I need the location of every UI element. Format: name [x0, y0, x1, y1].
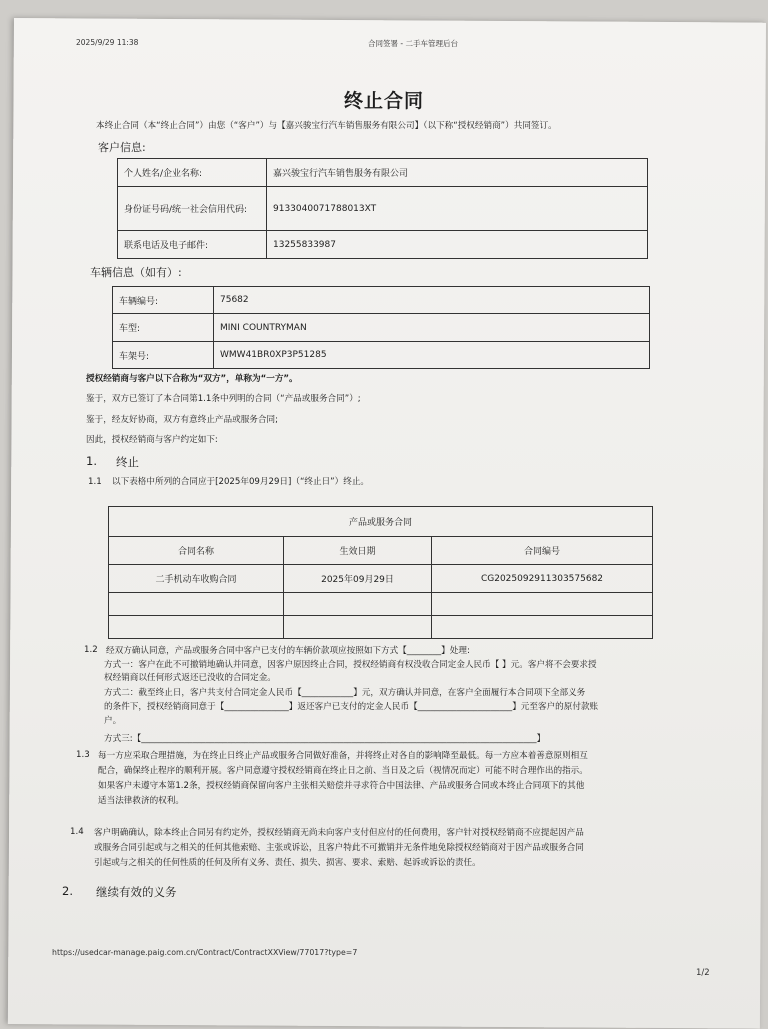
clause-1-2-method-1-line-2: 权经销商以任何形式返还已没收的合同定金。: [104, 673, 276, 683]
clause-1-2-text: 经双方确认同意，产品或服务合同中客户已支付的车辆价款项应按照如下方式【________】处理:: [106, 646, 470, 656]
table-row: [113, 287, 650, 314]
section-1-title: 终止: [116, 455, 139, 469]
table-cell-value: MINI COUNTRYMAN: [214, 314, 650, 342]
table-row: [118, 159, 648, 187]
clause-1-3-line-3: 如果客户未遵守本第1.2条，授权经销商保留向客户主张相关赔偿并寻求符合中国法律、产品或服务合同或本终止合同项下的其他: [98, 781, 585, 791]
clause-1-2-method-2-line-2: 的条件下，授权经销商同意于【_______________】返还客户已支付的定金人民币【______________________】元至客户的原付款账: [104, 702, 599, 712]
clause-1-2-method-2-line-1: 方式二：截至终止日，客户共支付合同定金人民币【____________】元，双方确认并同意，在客户全面履行本合同项下全部义务: [104, 688, 586, 698]
table-cell: CG2025092911303575682: [432, 565, 653, 593]
customer-info-heading: 客户信息:: [98, 141, 146, 154]
clause-1-2-method-3: 方式三:【____________________________________________________________________________________________】: [104, 734, 546, 744]
customer-info-table: [117, 158, 648, 259]
vehicle-info-heading: 车辆信息（如有）:: [90, 266, 182, 279]
table-row: [118, 231, 648, 259]
clause-1-2-number: 1.2: [84, 645, 98, 655]
clause-1-1-text: 以下表格中所列的合同应于[2025年09月29日]（“终止日”）终止。: [112, 477, 370, 487]
table-cell-label: 联系电话及电子邮件:: [118, 231, 267, 259]
clause-1-3-number: 1.3: [76, 750, 90, 760]
table-cell-value: 913304007178801​3XT: [267, 187, 648, 231]
table-cell-value: WMW41BR0XP3P51285: [214, 342, 650, 369]
whereas-paragraph-1: 鉴于，双方已签订了本合同第1.1条中列明的合同（“产品或服务合同”）;: [86, 394, 361, 404]
table-cell: [109, 616, 284, 639]
clause-1-3-line-2: 配合，确保终止程序的顺利开展。客户同意遵守授权经销商在终止日之前、当日及之后（视情况而定）可能不时合理作出的指示。: [98, 766, 588, 776]
table-cell: [432, 616, 653, 639]
whereas-paragraph-2: 鉴于，经友好协商，双方有意终止产品或服务合同;: [86, 415, 278, 425]
clause-1-2-method-2-line-3: 户。: [104, 716, 122, 726]
section-2-number: 2.: [62, 884, 73, 898]
clause-1-3-line-4: 适当法律救济的权利。: [98, 796, 184, 806]
clause-1-3-line-1: 每一方应采取合理措施，为在终止日终止产品或服务合同做好准备，并将终止对各自的影响降至最低。每一方应本着善意原则相互: [98, 751, 588, 761]
vehicle-info-table: [112, 286, 650, 369]
clause-1-2-method-1-line-1: 方式一：客户在此不可撤销地确认并同意，因客户原因终止合同，授权经销商有权没收合同定金人民币【 】元。客户将不会要求授: [104, 660, 597, 670]
clause-1-4-line-1: 客户明确确认，除本终止合同另有约定外，授权经销商无尚未向客户支付但应付的任何费用，客户针对授权经销商不应提起因产品: [94, 828, 584, 838]
table-caption-row: [109, 507, 653, 537]
clause-1-4-line-3: 引起或与之相关的任何性质的任何及所有义务、责任、损失、损害、要求、索赔、起诉或诉讼的责任。: [94, 858, 481, 868]
table-row: [113, 342, 650, 369]
section-2-title: 继续有效的义务: [96, 885, 177, 899]
table-cell-label: 个人姓名/企业名称:: [118, 159, 267, 187]
table-header-row: [109, 537, 653, 565]
table-cell: 二手机动车收购合同: [109, 565, 284, 593]
table-cell: 2025年09月29日: [284, 565, 432, 593]
table-cell-label: 车架号:: [113, 342, 214, 369]
clause-1-4-line-2: 或服务合同引起或与之相关的任何其他索赔、主张或诉讼，且客户特此不可撤销并无条件地免除授权经销商对于因产品或服务合同: [94, 843, 584, 853]
column-header: 合同名称: [109, 537, 284, 565]
column-header: 合同编号: [432, 537, 653, 565]
table-cell: [284, 616, 432, 639]
table-row: [109, 616, 653, 639]
clause-1-4-number: 1.4: [70, 827, 84, 837]
section-1-number: 1.: [86, 454, 97, 468]
parties-paragraph: 授权经销商与客户以下合称为“双方”，单称为“一方”。: [86, 374, 298, 384]
table-row: [113, 314, 650, 342]
table-cell-value: 嘉兴骏宝行汽车销售服务有限公司: [267, 159, 648, 187]
table-row: [109, 565, 653, 593]
table-caption: 产品或服务合同: [109, 507, 653, 537]
table-cell-label: 身份证号码/统一社会信用代码:: [118, 187, 267, 231]
column-header: 生效日期: [284, 537, 432, 565]
therefore-paragraph: 因此，授权经销商与客户约定如下:: [86, 435, 218, 445]
page-url: https://usedcar-manage.paig.com.cn/Contract/ContractXXView/77017?type=7: [52, 948, 358, 957]
table-cell-label: 车型:: [113, 314, 214, 342]
document-title: 终止合同: [343, 90, 424, 112]
table-cell-value: 75682: [214, 287, 650, 314]
table-row: [109, 593, 653, 616]
table-cell-value: 13255833987: [267, 231, 648, 259]
clause-1-1-number: 1.1: [88, 477, 102, 487]
table-cell: [109, 593, 284, 616]
table-cell-label: 车辆编号:: [113, 287, 214, 314]
table-cell: [432, 593, 653, 616]
print-datetime: 2025/9/29 11:38: [76, 38, 139, 47]
page-number: 1/2: [696, 968, 710, 978]
intro-paragraph: 本终止合同（本“终止合同”）由您（“客户”）与【嘉兴骏宝行汽车销售服务有限公司】（以下称“授权经销商”）共同签订。: [96, 121, 557, 131]
table-row: [118, 187, 648, 231]
table-cell: [284, 593, 432, 616]
contract-table: [108, 506, 653, 639]
print-page-title: 合同签署 - 二手车管理后台: [368, 39, 458, 48]
